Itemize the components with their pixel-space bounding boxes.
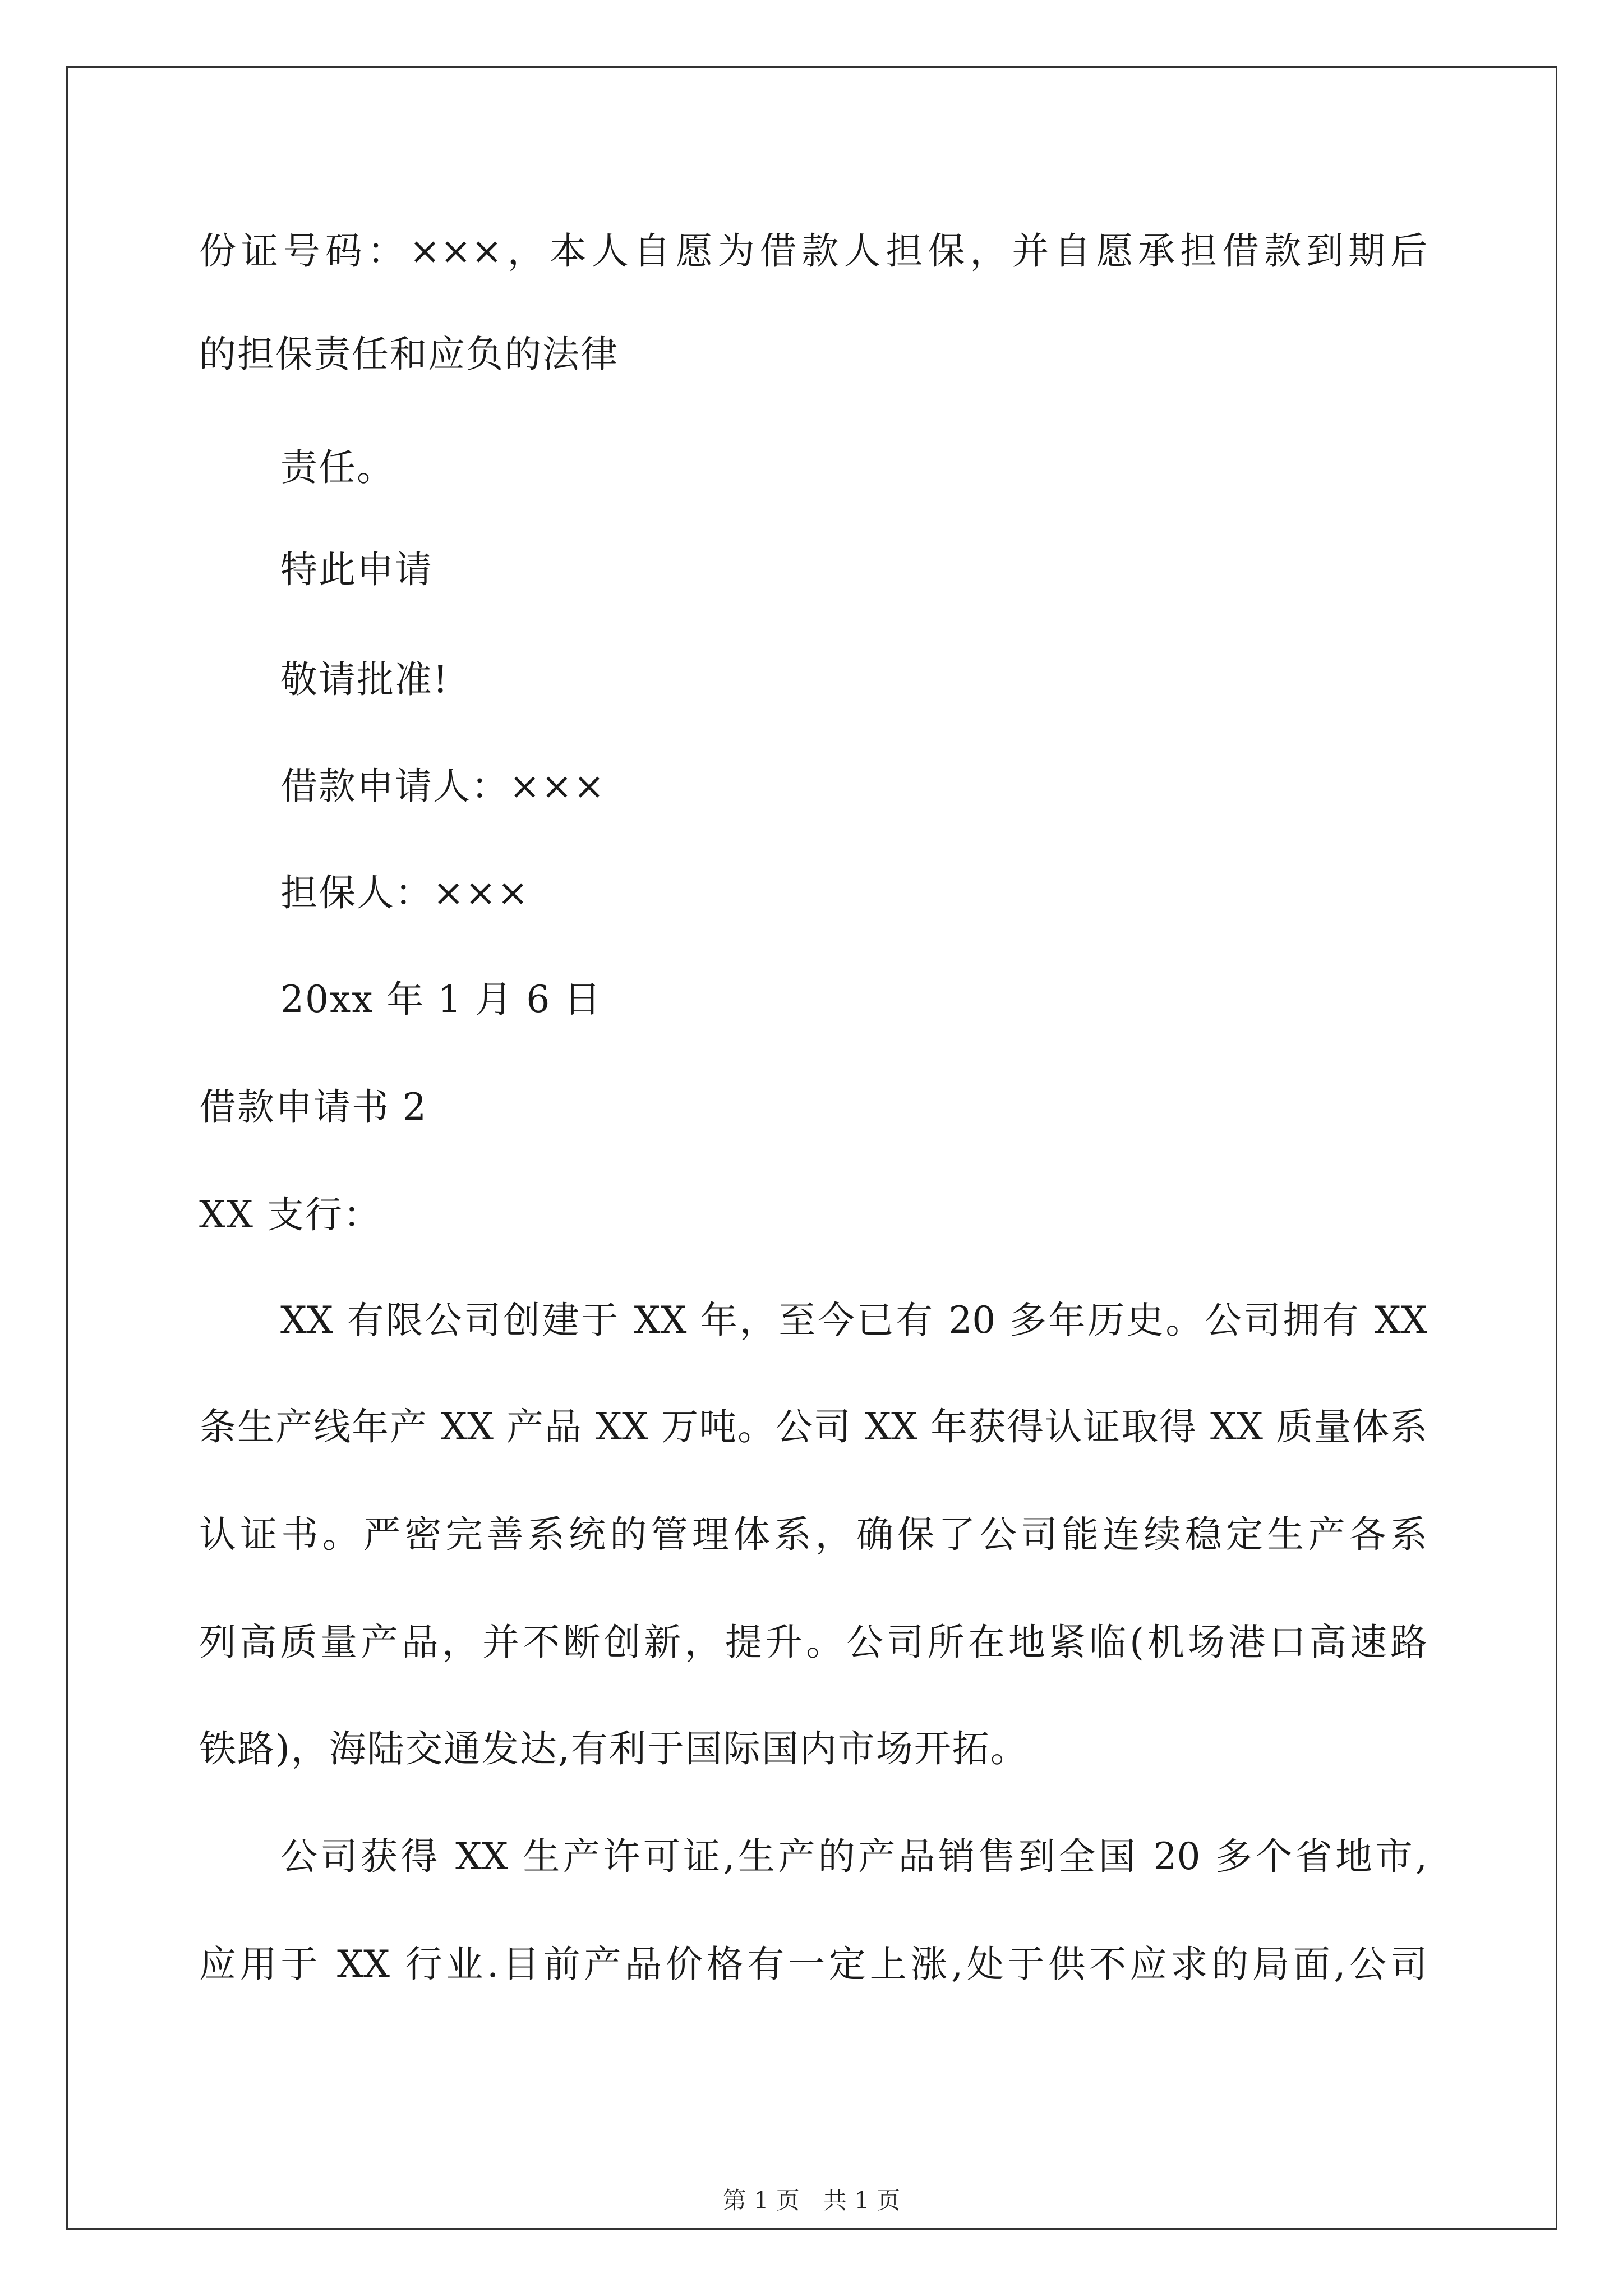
page-border <box>66 66 1557 2230</box>
paragraph-line: XX 有限公司创建于 XX 年，至今已有 20 多年历史。公司拥有 XX <box>280 1299 1427 1342</box>
guarantor-signature: 担保人：××× <box>280 871 529 914</box>
paragraph-line: 列高质量产品，并不断创新，提升。公司所在地紧临(机场港口高速路 <box>199 1621 1427 1664</box>
paragraph-line: 条生产线年产 XX 产品 XX 万吨。公司 XX 年获得认证取得 XX 质量体系 <box>199 1405 1427 1448</box>
paragraph-line: 份证号码：×××，本人自愿为借款人担保，并自愿承担借款到期后 <box>199 229 1427 273</box>
paragraph-line: 铁路)，海陆交通发达,有利于国际国内市场开拓。 <box>199 1727 1029 1770</box>
paragraph-line: 认证书。严密完善系统的管理体系，确保了公司能连续稳定生产各系 <box>199 1513 1427 1556</box>
paragraph-line: 公司获得 XX 生产许可证,生产的产品销售到全国 20 多个省地市, <box>280 1835 1427 1878</box>
recipient-line: XX 支行： <box>199 1193 381 1236</box>
closing-phrase: 敬请批准! <box>280 658 449 701</box>
applicant-signature: 借款申请人：××× <box>280 765 606 808</box>
section-heading: 借款申请书 2 <box>199 1085 427 1129</box>
closing-phrase: 特此申请 <box>280 548 433 591</box>
page-footer: 第 1 页 共 1 页 <box>722 2187 901 2214</box>
date-line: 20xx 年 1 月 6 日 <box>280 978 602 1021</box>
paragraph-line: 的担保责任和应负的法律 <box>199 333 619 376</box>
paragraph-line: 应用于 XX 行业.目前产品价格有一定上涨,处于供不应求的局面,公司 <box>199 1943 1427 1986</box>
paragraph-line: 责任。 <box>280 446 395 489</box>
